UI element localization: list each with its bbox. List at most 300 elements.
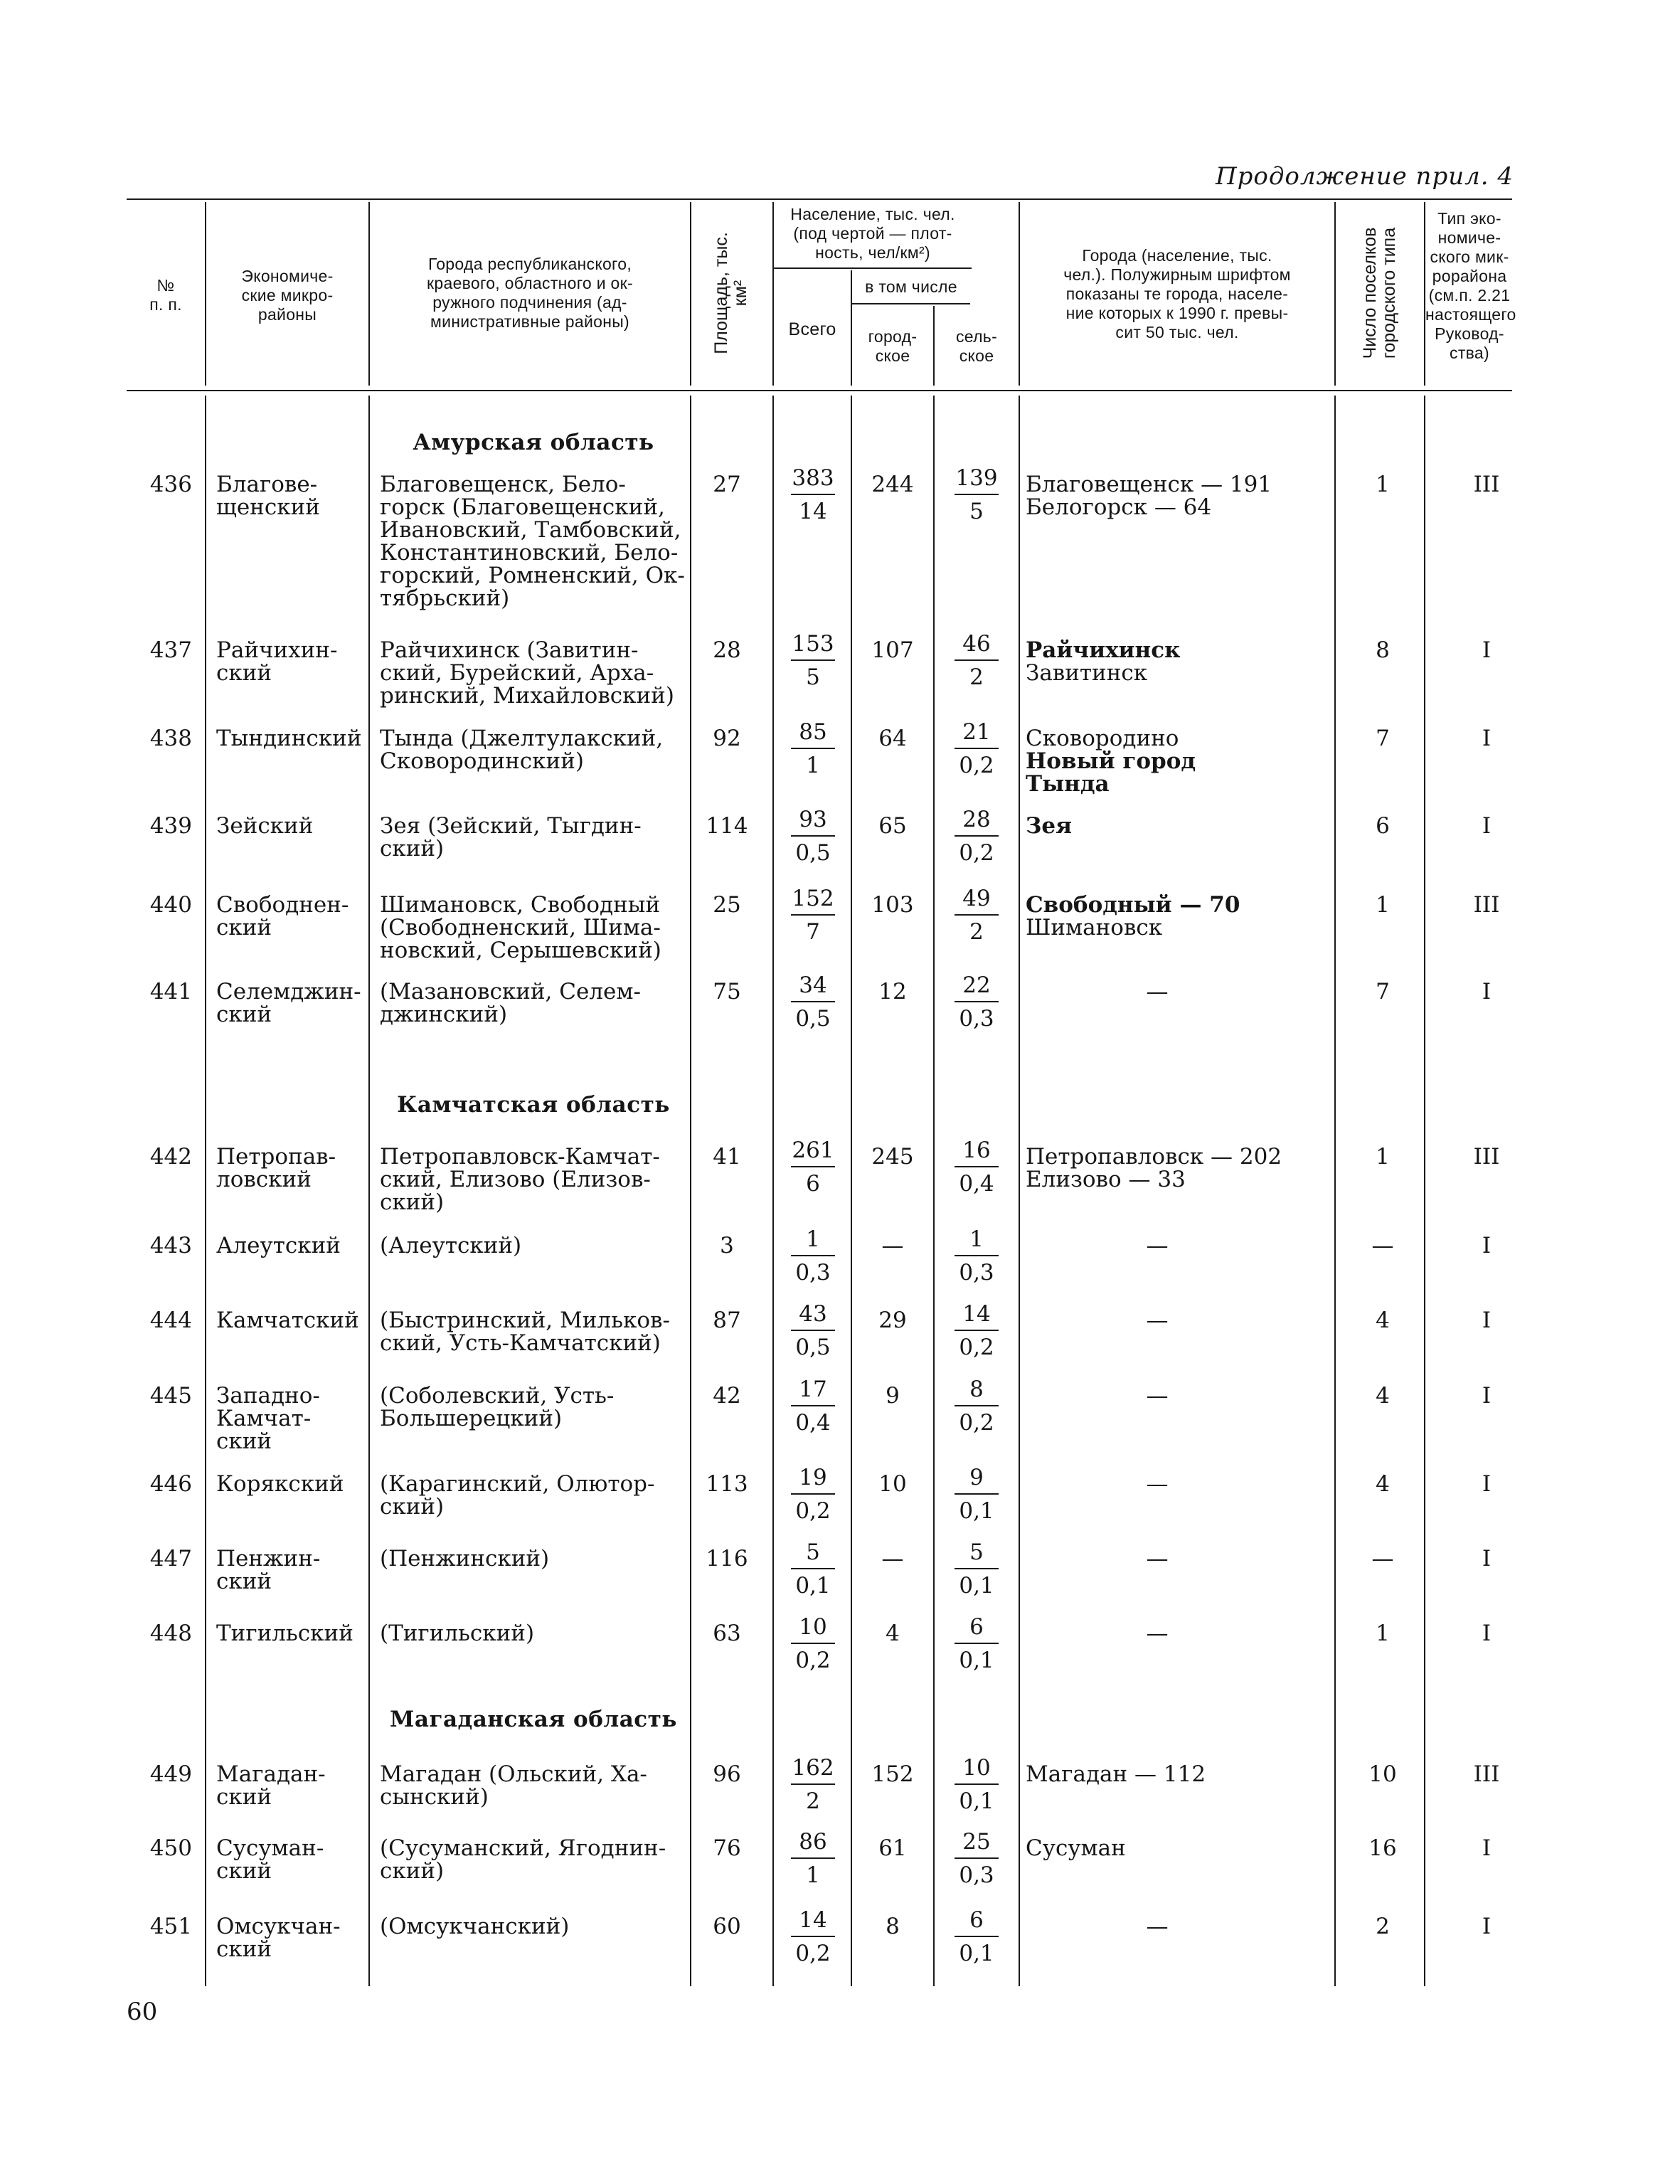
districts-cell: Благовещенск, Бело- горск (Благовещенский, Ивановский, Тамбовский, Константиновский, Бело- горский, Ромненский, Ок- тябрьский): [380, 472, 685, 611]
settlements-count: —: [1371, 1233, 1394, 1258]
no-cities-dash: —: [1146, 979, 1169, 1004]
row-number: 436: [149, 472, 192, 497]
settlements-count: —: [1371, 1546, 1394, 1571]
total-population-fraction: [774, 1756, 852, 1813]
fraction-bar: [791, 494, 835, 495]
microregion-name: Благове- щенский: [216, 472, 320, 520]
total-numerator: 5: [806, 1539, 820, 1565]
area-value: 96: [713, 1761, 741, 1787]
rural-population-fraction: [937, 1540, 1016, 1598]
urban-population: 65: [878, 813, 907, 839]
area-value: 75: [713, 979, 741, 1004]
districts-cell: Петропавловск-Камчат- ский, Елизово (Елизов- ский): [380, 1144, 660, 1215]
districts-cell: Райчихинск (Завитин- ский, Бурейский, Арха- ринский, Михайловский): [380, 637, 674, 709]
districts-cell: (Омсукчанский): [380, 1914, 570, 1939]
cities-cell: [1026, 473, 1324, 519]
population-sub-rule: [774, 267, 972, 269]
total-numerator: 152: [792, 886, 834, 911]
microregion-name: Корякский: [216, 1471, 344, 1497]
rural-denominator: 0,2: [959, 840, 994, 866]
rural-population-fraction: [937, 1377, 1016, 1435]
rural-numerator: 139: [955, 465, 998, 491]
urban-population: 9: [886, 1383, 900, 1409]
fraction-bar: [791, 1783, 835, 1785]
total-denominator: 0,4: [795, 1410, 831, 1436]
city-entry: Белогорск — 64: [1026, 494, 1212, 520]
cities-cell: [1026, 727, 1324, 795]
area-value: 76: [713, 1835, 741, 1861]
fraction-bar: [791, 914, 835, 916]
city-entry: Магадан — 112: [1026, 1761, 1206, 1787]
row-number: 438: [149, 726, 192, 751]
fraction-bar: [791, 1568, 835, 1569]
row-number: 441: [149, 979, 192, 1004]
cities-cell: [1026, 1145, 1324, 1191]
microregion-name: Тигильский: [216, 1621, 353, 1646]
row-number: 442: [149, 1144, 192, 1170]
continuation-caption: Продолжение прил. 4: [1216, 162, 1514, 191]
row-number: 444: [149, 1308, 192, 1333]
settlements-count: 6: [1376, 813, 1390, 839]
city-entry: Райчихинск: [1026, 637, 1181, 663]
microregion-name: Зейский: [216, 813, 314, 839]
city-entry: Новый город: [1026, 748, 1196, 774]
rural-denominator: 0,1: [959, 1648, 994, 1673]
fraction-bar: [955, 1568, 999, 1569]
table-top-rule: [127, 198, 1512, 200]
total-numerator: 17: [799, 1377, 827, 1402]
area-value: 28: [713, 637, 741, 663]
rural-numerator: 16: [962, 1138, 991, 1163]
area-value: 116: [706, 1546, 748, 1571]
rural-population-fraction: [937, 1138, 1016, 1196]
total-numerator: 86: [799, 1829, 827, 1855]
cities-cell: [1026, 815, 1324, 837]
rural-numerator: 49: [962, 886, 991, 911]
header-type: Тип эко- номиче- ского мик- рорайона (см.п. 2.21 настоящего Руковод- ства): [1425, 209, 1516, 362]
rural-denominator: 0,4: [959, 1171, 994, 1197]
total-denominator: 5: [806, 664, 820, 690]
rural-numerator: 21: [962, 719, 991, 745]
total-population-fraction: [774, 1830, 852, 1887]
city-entry: Завитинск: [1026, 660, 1148, 686]
total-denominator: 6: [806, 1171, 820, 1197]
total-population-fraction: [774, 1227, 852, 1285]
total-population-fraction: [774, 807, 852, 865]
area-value: 60: [713, 1914, 741, 1939]
districts-cell: (Алеутский): [380, 1233, 522, 1258]
total-population-fraction: [774, 632, 852, 689]
fraction-bar: [791, 835, 835, 837]
settlements-count: 2: [1376, 1914, 1390, 1939]
no-cities-dash: —: [1146, 1383, 1169, 1409]
fraction-bar: [955, 494, 999, 495]
row-number: 445: [149, 1383, 192, 1409]
settlements-count: 7: [1376, 726, 1390, 751]
settlements-count: 10: [1368, 1761, 1397, 1787]
total-population-fraction: [774, 1908, 852, 1966]
area-value: 42: [713, 1383, 741, 1409]
rural-population-fraction: [937, 1756, 1016, 1813]
total-denominator: 2: [806, 1788, 820, 1814]
rural-denominator: 0,1: [959, 1788, 994, 1814]
region-type: I: [1482, 1383, 1492, 1409]
microregion-name: Пенжин- ский: [216, 1546, 321, 1594]
urban-population: 103: [871, 892, 914, 918]
rural-denominator: 0,2: [959, 753, 994, 778]
region-type: I: [1482, 1471, 1492, 1497]
urban-population: 4: [886, 1621, 900, 1646]
no-cities-dash: —: [1146, 1308, 1169, 1333]
col-divider: [1334, 202, 1336, 386]
row-number: 437: [149, 637, 192, 663]
col-divider: [205, 396, 206, 1986]
page-number: 60: [127, 1998, 158, 2026]
urban-population: 244: [871, 472, 914, 497]
urban-population: 29: [878, 1308, 907, 1333]
row-number: 450: [149, 1835, 192, 1861]
urban-population: 107: [871, 637, 914, 663]
fraction-bar: [955, 1857, 999, 1859]
header-eco: Экономиче- ские микро- районы: [241, 267, 334, 324]
settlements-count: 7: [1376, 979, 1390, 1004]
col-divider: [851, 270, 852, 386]
header-area: Площадь, тыс. км²: [711, 232, 750, 354]
header-dist: Города республиканского, краевого, областного и ок- ружного подчинения (ад- министративные районы): [427, 255, 633, 331]
cities-cell: [1026, 1234, 1324, 1257]
city-entry: Сковородино: [1026, 726, 1179, 751]
cities-cell: [1026, 1622, 1324, 1645]
microregion-name: Западно- Камчат- ский: [216, 1383, 320, 1454]
total-denominator: 7: [806, 919, 820, 945]
fraction-bar: [791, 1405, 835, 1406]
fraction-bar: [791, 1001, 835, 1002]
rural-numerator: 25: [962, 1829, 991, 1855]
region-type: I: [1482, 813, 1492, 839]
districts-cell: (Пенжинский): [380, 1546, 550, 1571]
rural-denominator: 5: [969, 499, 984, 524]
total-population-fraction: [774, 1377, 852, 1435]
urban-population: 12: [878, 979, 907, 1004]
fraction-bar: [791, 1493, 835, 1495]
total-population-fraction: [774, 1540, 852, 1598]
no-cities-dash: —: [1146, 1471, 1169, 1497]
region-type: III: [1473, 1761, 1500, 1787]
total-numerator: 43: [799, 1301, 827, 1327]
region-type: I: [1482, 979, 1492, 1004]
total-denominator: 1: [806, 753, 820, 778]
header-num: № п. п.: [149, 276, 182, 314]
fraction-bar: [955, 748, 999, 749]
area-value: 41: [713, 1144, 741, 1170]
total-numerator: 162: [792, 1755, 834, 1781]
rural-denominator: 2: [969, 664, 984, 690]
total-numerator: 10: [799, 1614, 827, 1640]
rural-denominator: 0,1: [959, 1498, 994, 1524]
cities-cell: [1026, 1915, 1324, 1938]
urban-population: —: [881, 1546, 904, 1571]
fraction-bar: [791, 1936, 835, 1937]
settlements-count: 16: [1368, 1835, 1397, 1861]
microregion-name: Петропав- ловский: [216, 1144, 336, 1192]
area-value: 27: [713, 472, 741, 497]
districts-cell: Зея (Зейский, Тыгдин- ский): [380, 813, 642, 862]
districts-cell: Шимановск, Свободный (Свободненский, Шима- новский, Серышевский): [380, 892, 661, 963]
total-numerator: 34: [799, 972, 827, 998]
region-type: I: [1482, 1233, 1492, 1258]
city-entry: Петропавловск — 202: [1026, 1144, 1282, 1170]
microregion-name: Райчихин- ский: [216, 637, 338, 686]
rural-population-fraction: [937, 1908, 1016, 1966]
rural-denominator: 0,3: [959, 1862, 994, 1888]
total-denominator: 0,2: [795, 1498, 831, 1524]
rural-denominator: 0,1: [959, 1941, 994, 1966]
rural-population-fraction: [937, 807, 1016, 865]
no-cities-dash: —: [1146, 1621, 1169, 1646]
col-divider: [368, 396, 370, 1986]
rural-numerator: 5: [969, 1539, 984, 1565]
total-numerator: 1: [806, 1226, 820, 1252]
rural-population-fraction: [937, 973, 1016, 1031]
microregion-name: Омсукчан- ский: [216, 1914, 341, 1962]
total-denominator: 0,5: [795, 1335, 831, 1360]
row-number: 449: [149, 1761, 192, 1787]
settlements-count: 1: [1376, 1144, 1390, 1170]
total-denominator: 0,1: [795, 1573, 831, 1599]
rural-numerator: 8: [969, 1377, 984, 1402]
cities-cell: [1026, 1763, 1324, 1786]
rural-denominator: 0,2: [959, 1410, 994, 1436]
districts-cell: (Тигильский): [380, 1621, 535, 1646]
header-total: Всего: [788, 319, 836, 339]
header-bottom-rule: [127, 390, 1512, 391]
city-entry: Сусуман: [1026, 1835, 1126, 1861]
fraction-bar: [955, 1255, 999, 1256]
region-type: I: [1482, 1835, 1492, 1861]
row-number: 439: [149, 813, 192, 839]
fraction-bar: [955, 1166, 999, 1167]
rural-population-fraction: [937, 1302, 1016, 1359]
microregion-name: Алеутский: [216, 1233, 341, 1258]
col-divider: [205, 202, 206, 386]
urban-population: 61: [878, 1835, 907, 1861]
header-urban: город- ское: [868, 327, 918, 365]
no-cities-dash: —: [1146, 1233, 1169, 1258]
rural-denominator: 0,1: [959, 1573, 994, 1599]
cities-cell: [1026, 1309, 1324, 1332]
districts-cell: (Быстринский, Мильков- ский, Усть-Камчатский): [380, 1308, 670, 1356]
total-population-fraction: [774, 1465, 852, 1523]
total-population-fraction: [774, 973, 852, 1031]
urban-population: —: [881, 1233, 904, 1258]
area-value: 87: [713, 1308, 741, 1333]
settlements-count: 1: [1376, 1621, 1390, 1646]
no-cities-dash: —: [1146, 1914, 1169, 1939]
districts-cell: (Карагинский, Олютор- ский): [380, 1471, 655, 1520]
settlements-count: 4: [1376, 1383, 1390, 1409]
city-entry: Шимановск: [1026, 915, 1163, 940]
header-pgt: Число поселков городского типа: [1360, 227, 1399, 359]
total-numerator: 85: [799, 719, 827, 745]
rural-population-fraction: [937, 1615, 1016, 1673]
col-divider: [690, 396, 691, 1986]
col-divider: [1424, 396, 1425, 1986]
rural-numerator: 14: [962, 1301, 991, 1327]
total-population-fraction: [774, 886, 852, 944]
microregion-name: Сусуман- ский: [216, 1835, 324, 1884]
cities-cell: [1026, 1384, 1324, 1407]
total-numerator: 383: [792, 465, 834, 491]
region-type: III: [1473, 472, 1500, 497]
city-entry: Благовещенск — 191: [1026, 472, 1272, 497]
total-numerator: 261: [792, 1138, 834, 1163]
fraction-bar: [955, 1783, 999, 1785]
col-divider: [933, 306, 935, 386]
row-number: 446: [149, 1471, 192, 1497]
col-divider: [1334, 396, 1336, 1986]
header-cities: Города (население, тыс. чел.). Полужирным шрифтом показаны те города, населе- ние которых к 1990 г. превы- сит 50 тыс. чел.: [1063, 246, 1291, 341]
settlements-count: 8: [1376, 637, 1390, 663]
area-value: 113: [706, 1471, 748, 1497]
header-rural: сель- ское: [955, 327, 998, 365]
rural-population-fraction: [937, 632, 1016, 689]
fraction-bar: [791, 659, 835, 661]
fraction-bar: [955, 1936, 999, 1937]
col-divider: [1019, 202, 1020, 386]
urban-population: 152: [871, 1761, 914, 1787]
total-population-fraction: [774, 720, 852, 778]
districts-cell: Тында (Джелтулакский, Сковородинский): [380, 726, 664, 774]
fraction-bar: [955, 1493, 999, 1495]
microregion-name: Магадан- ский: [216, 1761, 326, 1810]
region-type: I: [1482, 637, 1492, 663]
fraction-bar: [955, 659, 999, 661]
total-numerator: 93: [799, 807, 827, 832]
region-type: I: [1482, 726, 1492, 751]
districts-cell: (Мазановский, Селем- джинский): [380, 979, 641, 1027]
region-type: I: [1482, 1308, 1492, 1333]
microregion-name: Камчатский: [216, 1308, 359, 1333]
fraction-bar: [791, 1166, 835, 1167]
header-pop: Население, тыс. чел. (под чертой — плот- ность, чел/км²): [790, 205, 955, 262]
city-entry: Тында: [1026, 771, 1110, 797]
settlements-count: 4: [1376, 1308, 1390, 1333]
urban-population: 64: [878, 726, 907, 751]
cities-cell: [1026, 639, 1324, 684]
urban-population: 8: [886, 1914, 900, 1939]
rural-denominator: 0,3: [959, 1006, 994, 1032]
header-incl: в том числе: [865, 277, 957, 296]
fraction-bar: [791, 748, 835, 749]
region-heading: Магаданская область: [390, 1707, 677, 1732]
total-denominator: 0,2: [795, 1941, 831, 1966]
fraction-bar: [955, 835, 999, 837]
settlements-count: 1: [1376, 892, 1390, 918]
region-type: I: [1482, 1621, 1492, 1646]
rural-numerator: 1: [969, 1226, 984, 1252]
col-divider: [1019, 396, 1020, 1986]
total-denominator: 0,5: [795, 840, 831, 866]
col-divider: [368, 202, 370, 386]
no-cities-dash: —: [1146, 1546, 1169, 1571]
fraction-bar: [791, 1857, 835, 1859]
total-numerator: 19: [799, 1465, 827, 1490]
total-population-fraction: [774, 466, 852, 524]
cities-cell: [1026, 1473, 1324, 1495]
rural-numerator: 6: [969, 1907, 984, 1933]
microregion-name: Свободнен- ский: [216, 892, 349, 940]
total-numerator: 153: [792, 631, 834, 657]
rural-numerator: 22: [962, 972, 991, 998]
rural-population-fraction: [937, 1830, 1016, 1887]
districts-cell: Магадан (Ольский, Ха- сынский): [380, 1761, 647, 1810]
rural-population-fraction: [937, 466, 1016, 524]
rural-population-fraction: [937, 886, 1016, 944]
area-value: 92: [713, 726, 741, 751]
districts-cell: (Сусуманский, Ягоднин- ский): [380, 1835, 666, 1884]
fraction-bar: [955, 1001, 999, 1002]
rural-denominator: 2: [969, 919, 984, 945]
total-population-fraction: [774, 1138, 852, 1196]
col-divider: [772, 202, 774, 386]
districts-cell: (Соболевский, Усть- Большерецкий): [380, 1383, 615, 1431]
region-type: III: [1473, 1144, 1500, 1170]
urban-population: 245: [871, 1144, 914, 1170]
city-entry: Свободный — 70: [1026, 892, 1240, 918]
region-type: I: [1482, 1546, 1492, 1571]
city-entry: Елизово — 33: [1026, 1167, 1186, 1192]
cities-cell: [1026, 1837, 1324, 1860]
row-number: 447: [149, 1546, 192, 1571]
rural-population-fraction: [937, 720, 1016, 778]
rural-numerator: 6: [969, 1614, 984, 1640]
fraction-bar: [791, 1643, 835, 1644]
region-type: III: [1473, 892, 1500, 918]
microregion-name: Тындинский: [216, 726, 362, 751]
urban-population: 10: [878, 1471, 907, 1497]
rural-numerator: 10: [962, 1755, 991, 1781]
total-denominator: 14: [799, 499, 827, 524]
region-heading: Амурская область: [413, 430, 654, 455]
rural-numerator: 46: [962, 631, 991, 657]
fraction-bar: [791, 1255, 835, 1256]
rural-population-fraction: [937, 1227, 1016, 1285]
microregion-name: Селемджин- ский: [216, 979, 361, 1027]
settlements-count: 4: [1376, 1471, 1390, 1497]
region-heading: Камчатская область: [397, 1092, 670, 1118]
row-number: 448: [149, 1621, 192, 1646]
fraction-bar: [955, 1330, 999, 1331]
cities-cell: [1026, 894, 1324, 939]
area-value: 114: [706, 813, 748, 839]
row-number: 443: [149, 1233, 192, 1258]
fraction-bar: [955, 1405, 999, 1406]
cities-cell: [1026, 1547, 1324, 1570]
rural-numerator: 9: [969, 1465, 984, 1490]
rural-population-fraction: [937, 1465, 1016, 1523]
total-population-fraction: [774, 1302, 852, 1359]
cities-cell: [1026, 980, 1324, 1003]
total-denominator: 1: [806, 1862, 820, 1888]
col-divider: [933, 396, 935, 1986]
total-numerator: 14: [799, 1907, 827, 1933]
row-number: 440: [149, 892, 192, 918]
area-value: 25: [713, 892, 741, 918]
rural-denominator: 0,3: [959, 1260, 994, 1286]
settlements-count: 1: [1376, 472, 1390, 497]
fraction-bar: [955, 914, 999, 916]
region-type: I: [1482, 1914, 1492, 1939]
